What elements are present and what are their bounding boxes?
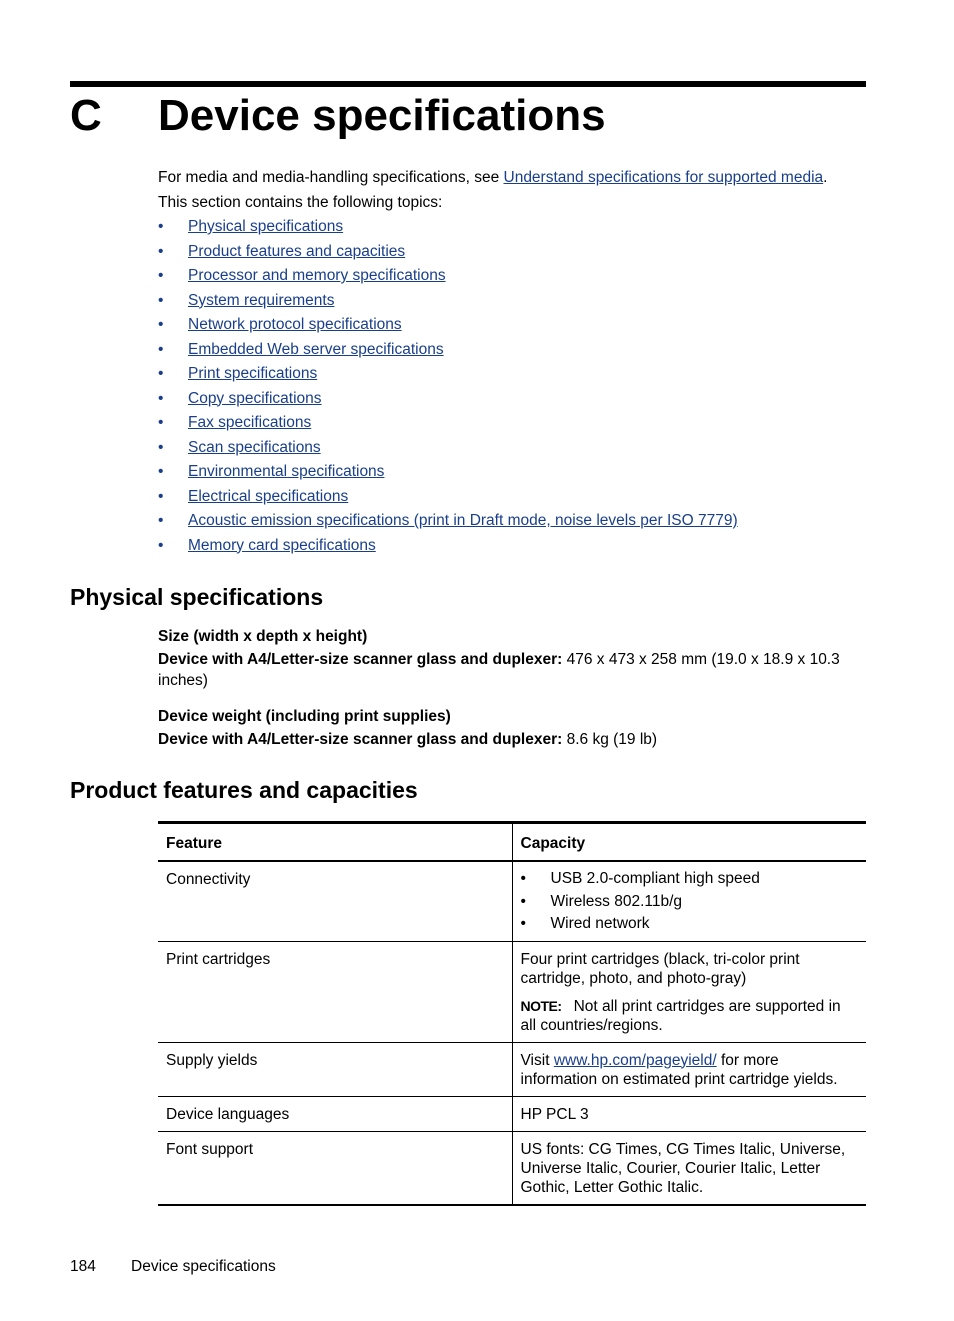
- bullet-icon: •: [158, 414, 164, 431]
- pageyield-link[interactable]: www.hp.com/pageyield/: [553, 1051, 717, 1069]
- features-table-wrapper: [158, 821, 866, 1206]
- intro-media-sentence: [158, 168, 827, 188]
- feature-cell: Font support: [158, 1131, 512, 1205]
- capacity-cell: [512, 941, 866, 1042]
- feature-cell: Print cartridges: [158, 941, 512, 1042]
- size-heading: Size (width x depth x height): [158, 628, 368, 645]
- bullet-icon: •: [158, 463, 164, 480]
- topic-link-processor[interactable]: Processor and memory specifications: [188, 267, 446, 284]
- bullet-icon: •: [158, 365, 164, 382]
- topic-link-memory-card[interactable]: Memory card specifications: [188, 536, 376, 554]
- yields-prefix: Visit: [520, 1051, 554, 1069]
- capacity-cell: [512, 861, 866, 941]
- column-header-feature: Feature: [158, 823, 512, 862]
- topic-link-physical[interactable]: Physical specifications: [188, 218, 344, 235]
- weight-heading: Device weight (including print supplies): [158, 708, 451, 725]
- feature-cell: Connectivity: [158, 861, 512, 941]
- topic-link-system[interactable]: System requirements: [188, 291, 335, 309]
- bullet-icon: •: [158, 438, 164, 456]
- feature-cell: Supply yields: [158, 1042, 512, 1096]
- bullet-icon: •: [158, 242, 164, 260]
- list-item: • Wired network: [521, 913, 859, 936]
- table-row: [158, 1131, 866, 1205]
- list-item: • USB 2.0-compliant high speed: [521, 868, 859, 891]
- capacity-cell: US fonts: CG Times, CG Times Italic, Universe, Universe Italic, Courier, Courier Italic, Letter Gothic, Letter Gothic Italic.: [512, 1131, 866, 1205]
- chapter-letter: C: [70, 91, 102, 140]
- topic-link-network[interactable]: Network protocol specifications: [188, 316, 402, 333]
- bullet-icon: •: [158, 487, 164, 505]
- bullet-icon: •: [158, 218, 164, 235]
- note-label: NOTE:: [520, 997, 562, 1014]
- media-specifications-link[interactable]: Understand specifications for supported media: [503, 169, 824, 186]
- chapter-title: Device specifications: [158, 91, 606, 140]
- weight-value: 8.6 kg (19 lb): [562, 731, 658, 748]
- connectivity-list: [521, 868, 859, 936]
- topic-link-ews[interactable]: Embedded Web server specifications: [188, 340, 444, 358]
- bullet-icon: •: [158, 536, 164, 554]
- topic-link-fax[interactable]: Fax specifications: [188, 414, 312, 431]
- size-label: Device with A4/Letter-size scanner glass and duplexer:: [158, 651, 563, 668]
- footer-section-title: Device specifications: [131, 1258, 276, 1275]
- column-header-capacity: Capacity: [512, 823, 866, 862]
- chapter-rule: [70, 81, 866, 87]
- intro-media-prefix: For media and media-handling specifications, see: [158, 169, 504, 186]
- intro-media-suffix: .: [823, 169, 828, 186]
- physical-specs-heading: Physical specifications: [70, 584, 324, 610]
- capacity-cell: HP PCL 3: [512, 1096, 866, 1131]
- bullet-icon: •: [158, 291, 164, 309]
- features-heading: Product features and capacities: [70, 777, 418, 803]
- footer-page-number: 184: [70, 1258, 96, 1275]
- topic-link-scan[interactable]: Scan specifications: [188, 438, 321, 456]
- bullet-icon: •: [158, 267, 164, 284]
- feature-cell: Device languages: [158, 1096, 512, 1131]
- bullet-icon: •: [158, 316, 164, 333]
- topic-link-electrical[interactable]: Electrical specifications: [188, 487, 349, 505]
- intro-topics-sentence: This section contains the following topics:: [158, 194, 443, 211]
- cartridges-note: [521, 997, 859, 1035]
- table-row: [158, 941, 866, 1042]
- topic-link-acoustic[interactable]: Acoustic emission specifications (print in Draft mode, noise levels per ISO 7779): [188, 512, 738, 529]
- topic-link-print[interactable]: Print specifications: [188, 365, 318, 382]
- cartridges-description: Four print cartridges (black, tri-color print cartridge, photo, and photo-gray): [520, 950, 800, 987]
- yields-suffix: for more information on estimated print cartridge yields.: [520, 1051, 838, 1088]
- bullet-icon: •: [158, 340, 164, 358]
- table-row: [158, 861, 866, 941]
- table-header-row: [158, 823, 866, 862]
- table-row: [158, 1096, 866, 1131]
- weight-line: [158, 729, 858, 750]
- size-value: 476 x 473 x 258 mm (19.0 x 18.9 x 10.3 inches): [158, 651, 840, 689]
- note-text: Not all print cartridges are supported in all countries/regions.: [520, 997, 841, 1034]
- bullet-icon: •: [158, 512, 164, 529]
- size-line: [158, 649, 858, 691]
- topic-link-features[interactable]: Product features and capacities: [188, 242, 406, 260]
- weight-label: Device with A4/Letter-size scanner glass and duplexer:: [158, 731, 563, 748]
- topic-link-copy[interactable]: Copy specifications: [188, 389, 322, 407]
- bullet-icon: •: [158, 389, 164, 407]
- table-row: [158, 1042, 866, 1096]
- capacity-cell: [512, 1042, 866, 1096]
- topic-link-environmental[interactable]: Environmental specifications: [188, 463, 385, 480]
- list-item: • Wireless 802.11b/g: [521, 891, 859, 914]
- features-table: [158, 821, 866, 1206]
